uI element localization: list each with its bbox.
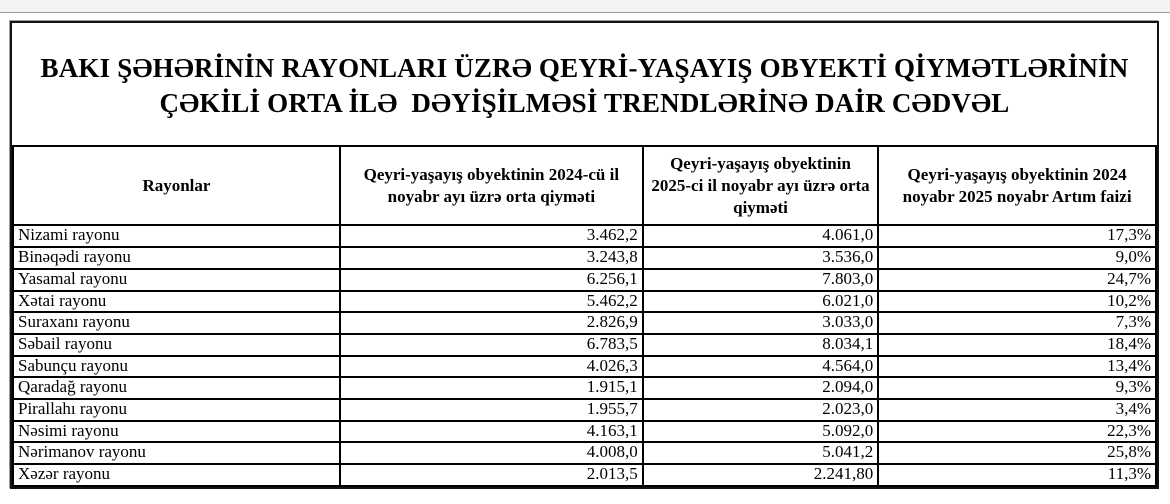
cell-price-2024: 1.955,7 <box>340 399 643 421</box>
cell-price-2024: 4.163,1 <box>340 421 643 443</box>
cell-price-2025: 3.536,0 <box>643 247 878 269</box>
table-row <box>13 442 1156 464</box>
table-row <box>13 225 1156 247</box>
window-top-strip <box>0 0 1170 13</box>
cell-growth: 11,3% <box>878 464 1156 486</box>
cell-growth: 25,8% <box>878 442 1156 464</box>
table-row <box>13 291 1156 313</box>
table-row <box>13 334 1156 356</box>
cell-price-2025: 5.092,0 <box>643 421 878 443</box>
column-header-price-2025: Qeyri-yaşayış obyektinin 2025-ci il noyabr ayı üzrə orta qiyməti <box>643 146 878 225</box>
table-row <box>13 312 1156 334</box>
cell-price-2025: 8.034,1 <box>643 334 878 356</box>
cell-growth: 13,4% <box>878 356 1156 378</box>
cell-price-2025: 5.041,2 <box>643 442 878 464</box>
cell-growth: 9,3% <box>878 377 1156 399</box>
cell-price-2024: 2.013,5 <box>340 464 643 486</box>
table-row <box>13 399 1156 421</box>
cell-rayon: Nizami rayonu <box>13 225 340 247</box>
cell-price-2025: 3.033,0 <box>643 312 878 334</box>
cell-price-2024: 2.826,9 <box>340 312 643 334</box>
cell-price-2025: 2.241,80 <box>643 464 878 486</box>
cell-growth: 10,2% <box>878 291 1156 313</box>
table-row <box>13 377 1156 399</box>
cell-growth: 18,4% <box>878 334 1156 356</box>
cell-rayon: Nərimanov rayonu <box>13 442 340 464</box>
table-body <box>13 225 1156 485</box>
column-header-rayonlar: Rayonlar <box>13 146 340 225</box>
cell-rayon: Yasamal rayonu <box>13 269 340 291</box>
cell-price-2025: 2.023,0 <box>643 399 878 421</box>
table-row <box>13 269 1156 291</box>
cell-price-2025: 2.094,0 <box>643 377 878 399</box>
cell-rayon: Pirallahı rayonu <box>13 399 340 421</box>
cell-price-2025: 4.564,0 <box>643 356 878 378</box>
cell-rayon: Qaradağ rayonu <box>13 377 340 399</box>
cell-price-2025: 6.021,0 <box>643 291 878 313</box>
table-header-row <box>13 146 1156 225</box>
cell-price-2024: 5.462,2 <box>340 291 643 313</box>
table-header <box>13 146 1156 225</box>
cell-price-2024: 3.243,8 <box>340 247 643 269</box>
cell-price-2024: 6.256,1 <box>340 269 643 291</box>
page-title <box>12 23 1157 145</box>
cell-growth: 17,3% <box>878 225 1156 247</box>
cell-rayon: Səbail rayonu <box>13 334 340 356</box>
cell-rayon: Suraxanı rayonu <box>13 312 340 334</box>
cell-rayon: Xətai rayonu <box>13 291 340 313</box>
cell-growth: 24,7% <box>878 269 1156 291</box>
column-header-price-2024: Qeyri-yaşayış obyektinin 2024-cü il noyabr ayı üzrə orta qiyməti <box>340 146 643 225</box>
table-row <box>13 464 1156 486</box>
cell-price-2024: 6.783,5 <box>340 334 643 356</box>
document-frame <box>10 21 1159 489</box>
table-row <box>13 247 1156 269</box>
cell-growth: 22,3% <box>878 421 1156 443</box>
cell-price-2024: 4.008,0 <box>340 442 643 464</box>
page-title-line-1: BAKI ŞƏHƏRİNİN RAYONLARI ÜZRƏ QEYRİ-YAŞAYIŞ OBYEKTİ QİYMƏTLƏRİNİN <box>40 53 1129 83</box>
cell-price-2025: 7.803,0 <box>643 269 878 291</box>
price-table <box>12 145 1157 487</box>
cell-rayon: Binəqədi rayonu <box>13 247 340 269</box>
cell-price-2024: 3.462,2 <box>340 225 643 247</box>
cell-growth: 3,4% <box>878 399 1156 421</box>
cell-rayon: Xəzər rayonu <box>13 464 340 486</box>
cell-price-2024: 1.915,1 <box>340 377 643 399</box>
cell-price-2024: 4.026,3 <box>340 356 643 378</box>
page-title-line-2: ÇƏKİLİ ORTA İLƏ DƏYİŞİLMƏSİ TRENDLƏRİNƏ DAİR CƏDVƏL <box>159 88 1010 119</box>
cell-rayon: Sabunçu rayonu <box>13 356 340 378</box>
cell-price-2025: 4.061,0 <box>643 225 878 247</box>
cell-rayon: Nəsimi rayonu <box>13 421 340 443</box>
column-header-growth: Qeyri-yaşayış obyektinin 2024 noyabr 2025 noyabr Artım faizi <box>878 146 1156 225</box>
table-row <box>13 421 1156 443</box>
cell-growth: 7,3% <box>878 312 1156 334</box>
cell-growth: 9,0% <box>878 247 1156 269</box>
table-row <box>13 356 1156 378</box>
